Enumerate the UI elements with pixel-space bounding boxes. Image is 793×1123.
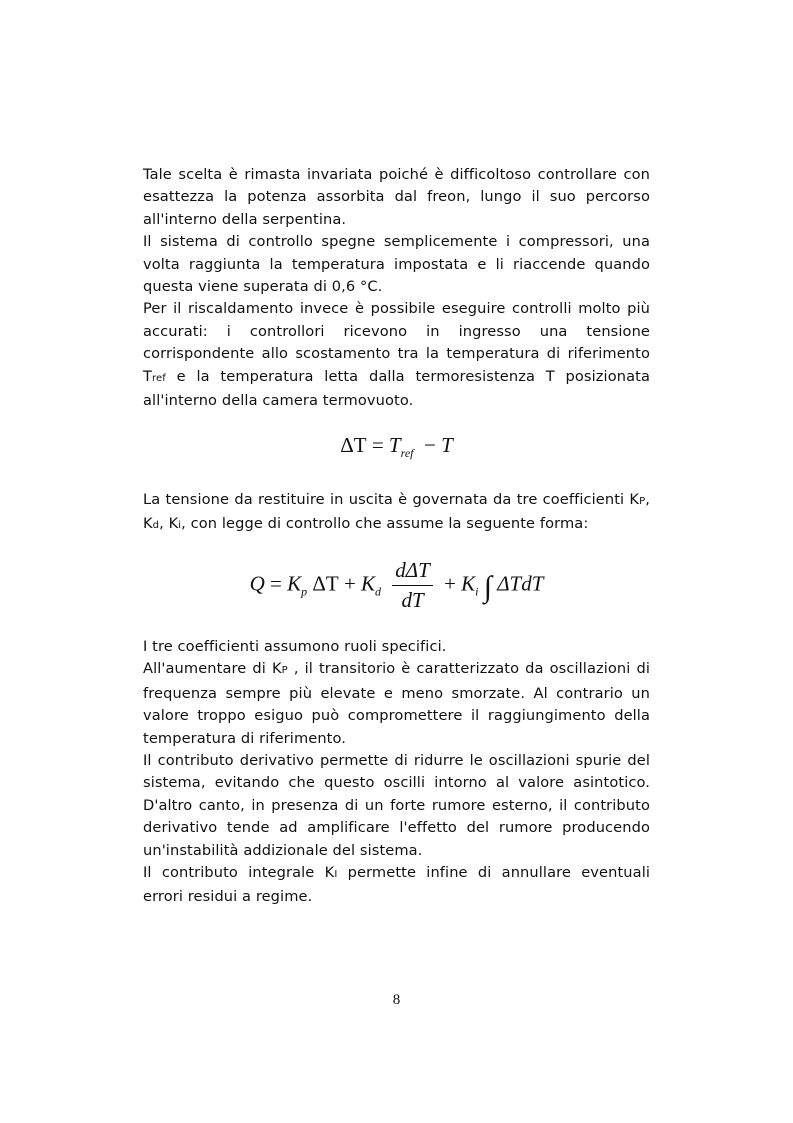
- paragraph-kp: All'aumentare di KP , il transitorio è caratterizzato da oscillazioni di frequenza sempre più elevate e meno smorzate. Al contrario un valore troppo esiguo può compromettere il raggiungimento della temperatura di riferimento.: [143, 660, 650, 747]
- equation-delta-t: $\Delta T = T_{ref} - T$: [340, 433, 453, 461]
- paragraph-roles: I tre coefficienti assumono ruoli specifici.: [143, 638, 447, 655]
- text-section-coefficients: [143, 489, 650, 538]
- equation-control-law: $Q = K_p$ $\Delta T + K_d$ $\frac{\text{dΔT}}{dT}$ + $K_i$ ∫ ΔTdT: [249, 558, 544, 612]
- text-section-top: [143, 164, 650, 412]
- paragraph-derivative: Il contributo derivativo permette di ridurre le oscillazioni spurie del sistema, evitando che questo oscilli intorno al valore asintotico. D'altro canto, in presenza di un forte rumore esterno, il contributo derivativo tende ad amplificare l'effetto del rumore producendo un'instabilità addizionale del sistema.: [143, 752, 650, 859]
- paragraph-coefficients: La tensione da restituire in uscita è governata da tre coefficienti KP, Kd, Ki, con legge di controllo che assume la seguente forma:: [143, 491, 650, 533]
- page-number: 8: [392, 992, 401, 1008]
- text-section-bottom: [143, 636, 650, 909]
- paragraph-compressors: Il sistema di controllo spegne semplicemente i compressori, una volta raggiunta la temperatura impostata e li riaccende quando questa viene superata di 0,6 °C.: [143, 233, 650, 296]
- paragraph-freon: Tale scelta è rimasta invariata poiché è difficoltoso controllare con esattezza la potenza assorbita dal freon, lungo il suo percorso all'interno della serpentina.: [143, 166, 650, 228]
- paragraph-integral: Il contributo integrale KI permette infine di annullare eventuali errori residui a regime.: [143, 864, 650, 906]
- paragraph-heating: Per il riscaldamento invece è possibile eseguire controlli molto più accurati: i controllori ricevono in ingresso una tensione corrispondente allo scostamento tra la temperatura di riferimento Tref e la temperatura letta dalla termoresistenza T posizionata all'interno della camera termovuoto.: [143, 300, 650, 410]
- fraction-derivative: $\frac{\text{dΔT}}{dT}$: [392, 558, 433, 613]
